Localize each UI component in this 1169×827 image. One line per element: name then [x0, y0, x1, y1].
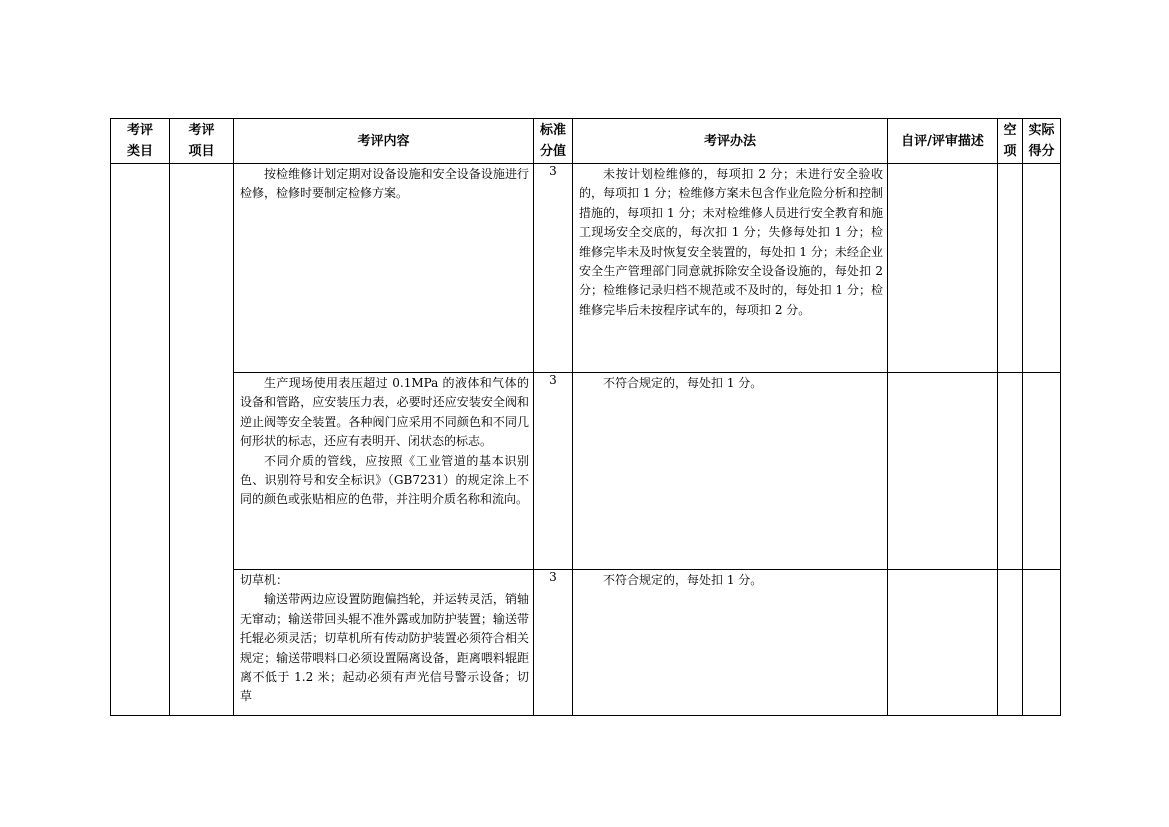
method-cell: [573, 570, 888, 716]
actual-score-cell: [1023, 373, 1061, 570]
method-cell: [573, 373, 888, 570]
content-paragraph: 生产现场使用表压超过 0.1MPa 的液体和气体的设备和管路，应安装压力表，必要时还应安装安全阀和逆止阀等安全装置。各种阀门应采用不同颜色和不同几何形状的标志，还应有表明开、闭状态的标志。: [240, 376, 529, 449]
header-content: 考评内容: [234, 119, 534, 164]
header-standard-score: 标准 分值: [534, 119, 573, 164]
content-cell: [234, 373, 534, 570]
empty-item-cell: [998, 373, 1023, 570]
score-cell: 3: [534, 164, 573, 373]
method-paragraph: 不符合规定的，每处扣 1 分。: [603, 376, 763, 390]
self-eval-cell: [888, 164, 998, 373]
content-title: 切草机：: [240, 573, 289, 587]
header-method: 考评办法: [573, 119, 888, 164]
content-cell: [234, 570, 534, 716]
header-actual-score: 实际 得分: [1023, 119, 1061, 164]
self-eval-cell: [888, 373, 998, 570]
header-empty-item: 空 项: [998, 119, 1023, 164]
evaluation-table: [110, 118, 1061, 716]
table-row: [111, 373, 1061, 570]
header-self-eval: 自评/评审描述: [888, 119, 998, 164]
content-cell: [234, 164, 534, 373]
method-paragraph: 不符合规定的，每处扣 1 分。: [603, 573, 763, 587]
self-eval-cell: [888, 570, 998, 716]
table-row: [111, 164, 1061, 373]
content-paragraph: 按检维修计划定期对设备设施和安全设备设施进行检修，检修时要制定检修方案。: [240, 167, 529, 201]
method-paragraph: 未按计划检维修的，每项扣 2 分；未进行安全验收的，每项扣 1 分；检维修方案未包含作业危险分析和控制措施的，每项扣 1 分；未对检维修人员进行安全教育和施工现场安全交底的，每次扣 1 分；失修每处扣 1 分；检维修完毕未及时恢复安全装置的，每处扣 1 分；未经企业安全生产管理部门同意就拆除安全设备设施的，每处扣 2 分；检维修记录归档不规范或不及时的，每处扣 1 分；检维修完毕后未按程序试车的，每项扣 2 分。: [579, 167, 883, 317]
table-row: [111, 570, 1061, 716]
content-paragraph: 不同介质的管线，应按照《工业管道的基本识别色、识别符号和安全标识》（GB7231）的规定涂上不同的颜色或张贴相应的色带，并注明介质名称和流向。: [240, 453, 529, 507]
actual-score-cell: [1023, 570, 1061, 716]
score-cell: 3: [534, 570, 573, 716]
empty-item-cell: [998, 570, 1023, 716]
content-paragraph: 输送带两边应设置防跑偏挡轮，并运转灵活，销轴无窜动；输送带回头辊不准外露或加防护装置；输送带托辊必须灵活；切草机所有传动防护装置必须符合相关规定；输送带喂料口必须设置隔离设备，距离喂料辊距离不低于 1.2 米；起动必须有声光信号警示设备；切草: [240, 592, 529, 704]
score-cell: 3: [534, 373, 573, 570]
header-item: 考评 项目: [170, 119, 234, 164]
item-cell: [170, 164, 234, 716]
header-category: 考评 类目: [111, 119, 170, 164]
header-row: [111, 119, 1061, 164]
method-cell: [573, 164, 888, 373]
actual-score-cell: [1023, 164, 1061, 373]
empty-item-cell: [998, 164, 1023, 373]
category-cell: [111, 164, 170, 716]
